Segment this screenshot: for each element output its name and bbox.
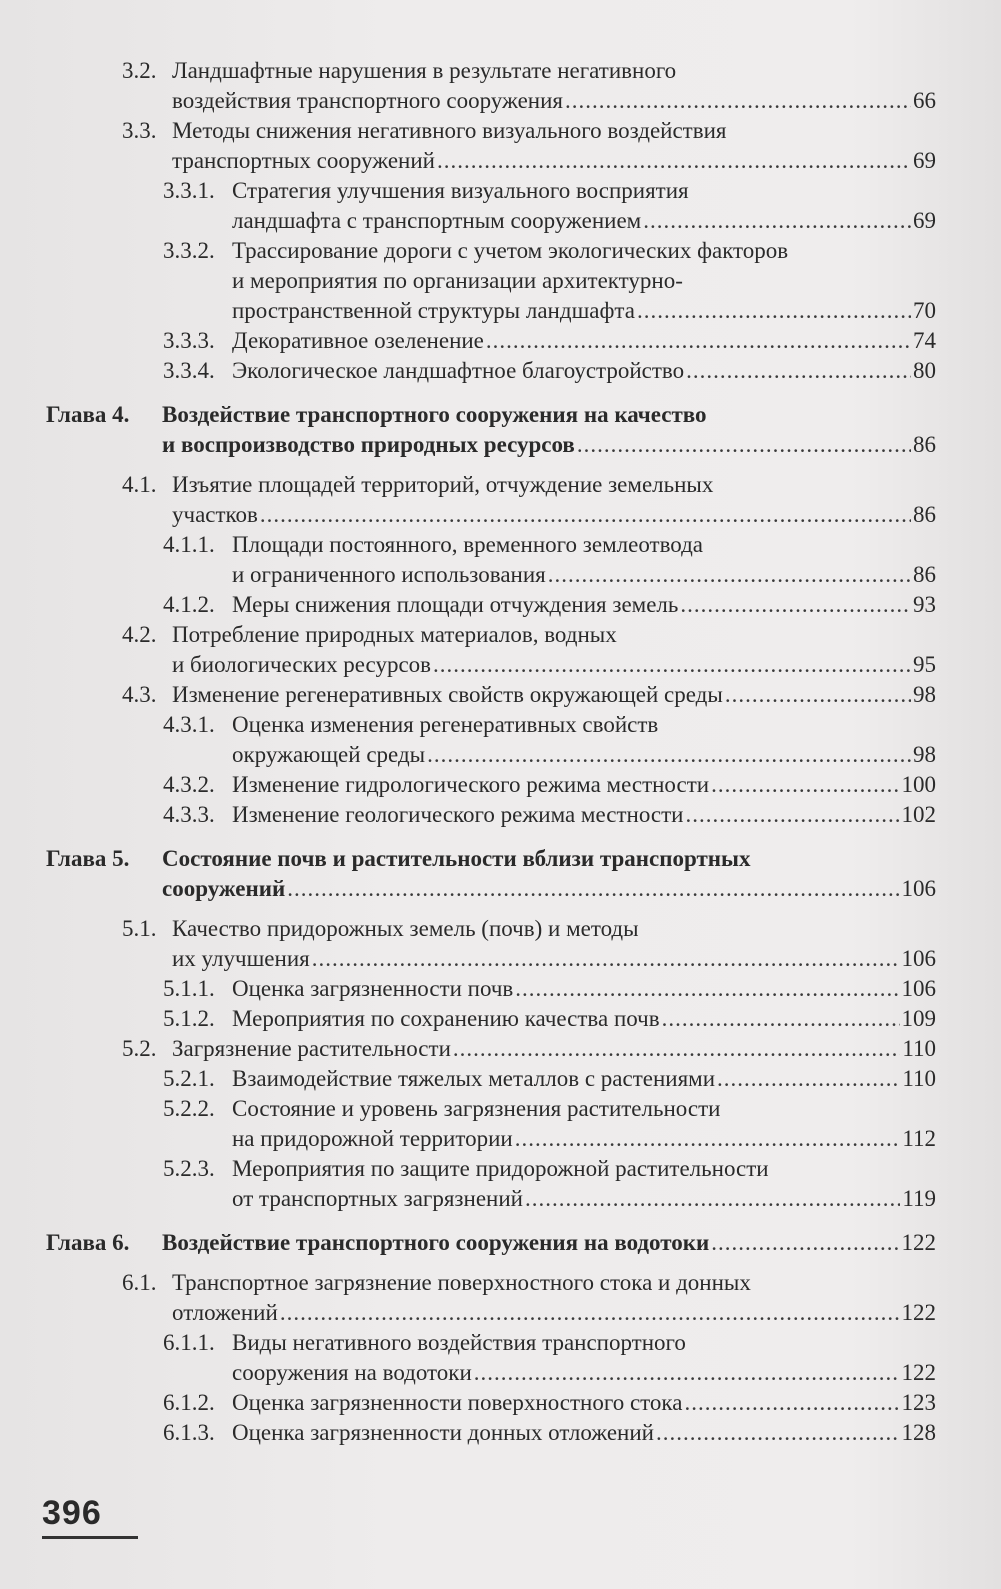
toc-page-number: 102	[901, 802, 936, 827]
toc-entry-title-line: Состояние и уровень загрязнения растительности	[232, 1096, 721, 1121]
toc-leader-dots	[474, 1358, 900, 1388]
toc-leader-dots	[287, 874, 899, 904]
toc-page-number: 86	[913, 502, 936, 527]
toc-entry-number: 5.1.1.	[163, 976, 215, 1001]
toc-leader-dots	[685, 800, 899, 830]
toc-entry-number: 6.1.	[122, 1270, 157, 1295]
toc-page-number: 86	[913, 562, 936, 587]
toc-entry-last-line	[232, 590, 936, 620]
toc-leader-dots	[577, 430, 911, 460]
toc-leader-dots	[280, 1298, 900, 1328]
toc-entry-title-line: и биологических ресурсов	[172, 652, 432, 677]
toc-leader-dots	[515, 974, 899, 1004]
toc-entry-number: 6.1.3.	[163, 1420, 215, 1445]
toc-page-number: 95	[913, 652, 936, 677]
toc-entry-title-line: Экологическое ландшафтное благоустройство	[232, 358, 685, 383]
toc-entry-number: 5.2.2.	[163, 1096, 215, 1121]
toc-entry-title-line: от транспортных загрязнений	[232, 1186, 523, 1211]
toc-entry-title-line: Декоративное озеленение	[232, 328, 484, 353]
toc-entry-title-line: Ландшафтные нарушения в результате негативного	[172, 58, 677, 83]
toc-entry-title-line: Потребление природных материалов, водных	[172, 622, 617, 647]
toc-entry-title-line: Методы снижения негативного визуального воздействия	[172, 118, 727, 143]
toc-entry-title-line: и мероприятия по организации архитектурно-	[232, 268, 683, 293]
toc-entry-last-line	[232, 974, 936, 1004]
toc-leader-dots	[565, 86, 911, 116]
toc-entry-last-line	[232, 560, 936, 590]
toc-leader-dots	[260, 500, 911, 530]
toc-leader-dots	[711, 770, 899, 800]
toc-entry-number: 6.1.2.	[163, 1390, 215, 1415]
toc-entry-number: 4.1.	[122, 472, 157, 497]
toc-entry-last-line	[172, 86, 936, 116]
toc-page-number: 123	[901, 1390, 936, 1415]
toc-entry-last-line	[232, 800, 936, 830]
toc-entry-title-line: Изменение гидрологического режима местности	[232, 772, 710, 797]
toc-entry-last-line	[162, 1228, 936, 1258]
toc-entry-title-line: Оценка загрязненности поверхностного стока	[232, 1390, 683, 1415]
toc-entry-last-line	[162, 874, 936, 904]
toc-leader-dots	[437, 146, 911, 176]
toc-entry-last-line	[232, 1124, 936, 1154]
toc-entry-title-line: Изменение геологического режима местности	[232, 802, 684, 827]
toc-entry-number: Глава 6.	[46, 1230, 130, 1255]
toc-leader-dots	[312, 944, 900, 974]
toc-entry-title-line: Площади постоянного, временного землеотвода	[232, 532, 704, 557]
toc-entry-last-line	[172, 1298, 936, 1328]
toc-entry-title-line: сооружения на водотоки	[232, 1360, 472, 1385]
toc-page-number: 69	[913, 148, 936, 173]
toc-leader-dots	[684, 1388, 899, 1418]
toc-page-number: 106	[901, 946, 936, 971]
toc-page-number: 66	[913, 88, 936, 113]
toc-entry-title-line: Качество придорожных земель (почв) и методы	[172, 916, 639, 941]
toc-entry-title-line: Состояние почв и растительности вблизи транспортных	[162, 846, 751, 871]
toc-entry-number: 3.3.1.	[163, 178, 215, 203]
toc-entry-number: Глава 4.	[46, 402, 130, 427]
toc-entry-last-line	[172, 944, 936, 974]
toc-entry-last-line	[172, 680, 936, 710]
toc-entry-title-line: Трассирование дороги с учетом экологических факторов	[232, 238, 789, 263]
toc-entry-last-line	[172, 1034, 936, 1064]
toc-entry-title-line: пространственной структуры ландшафта	[232, 298, 635, 323]
toc-leader-dots	[680, 590, 911, 620]
toc-entry-title-line: Оценка загрязненности донных отложений	[232, 1420, 654, 1445]
toc-entry-title-line: окружающей среды	[232, 742, 426, 767]
toc-page-number: 122	[901, 1360, 936, 1385]
toc-entry-last-line	[232, 770, 936, 800]
toc-page-number: 80	[913, 358, 936, 383]
toc-entry-last-line	[232, 356, 936, 386]
toc-entry-title-line: ландшафта с транспортным сооружением	[232, 208, 642, 233]
toc-entry-last-line	[232, 326, 936, 356]
toc-entry-last-line	[232, 1184, 936, 1214]
toc-entry-number: Глава 5.	[46, 846, 130, 871]
toc-entry-number: 4.3.1.	[163, 712, 215, 737]
toc-entry-title-line: Взаимодействие тяжелых металлов с растениями	[232, 1066, 716, 1091]
toc-entry-number: 3.3.4.	[163, 358, 215, 383]
toc-entry-title-line: и ограниченного использования	[232, 562, 546, 587]
toc-entry-title-line: участков	[172, 502, 258, 527]
toc-entry-title-line: Мероприятия по сохранению качества почв	[232, 1006, 660, 1031]
toc-page-number: 70	[913, 298, 936, 323]
toc-entry-number: 3.3.	[122, 118, 157, 143]
toc-entry-title-line: Оценка загрязненности почв	[232, 976, 514, 1001]
toc-leader-dots	[662, 1004, 900, 1034]
toc-leader-dots	[548, 560, 911, 590]
toc-entry-last-line	[232, 1358, 936, 1388]
toc-entry-title-line: Меры снижения площади отчуждения земель	[232, 592, 679, 617]
toc-entry-title-line: Транспортное загрязнение поверхностного стока и донных	[172, 1270, 751, 1295]
toc-entry-number: 4.1.1.	[163, 532, 215, 557]
toc-entry-title-line: сооружений	[162, 876, 286, 901]
toc-entry-title-line: Оценка изменения регенеративных свойств	[232, 712, 659, 737]
toc-page-number: 106	[901, 876, 936, 901]
toc-entry-last-line	[172, 650, 936, 680]
toc-page-number: 109	[901, 1006, 936, 1031]
toc-entry-title-line: Загрязнение растительности	[172, 1036, 451, 1061]
page-number: 396	[42, 1494, 102, 1532]
toc-page-number: 74	[913, 328, 936, 353]
page-number-rule	[42, 1536, 138, 1539]
toc-page-number: 122	[901, 1230, 936, 1255]
toc-entry-number: 3.2.	[122, 58, 157, 83]
toc-leader-dots	[525, 1184, 900, 1214]
toc-leader-dots	[717, 1064, 900, 1094]
toc-entry-number: 6.1.1.	[163, 1330, 215, 1355]
toc-page-number: 69	[913, 208, 936, 233]
toc-entry-title-line: их улучшения	[172, 946, 310, 971]
toc-entry-title-line: Изменение регенеративных свойств окружающей среды	[172, 682, 723, 707]
toc-entry-last-line	[232, 1418, 936, 1448]
toc-entry-last-line	[232, 1064, 936, 1094]
toc-entry-last-line	[172, 500, 936, 530]
toc-entry-number: 4.3.	[122, 682, 157, 707]
toc-entry-title-line: Изъятие площадей территорий, отчуждение земельных	[172, 472, 714, 497]
toc-entry-title-line: транспортных сооружений	[172, 148, 435, 173]
toc-entry-title-line: и воспроизводство природных ресурсов	[162, 432, 575, 457]
toc-entry-title-line: отложений	[172, 1300, 278, 1325]
toc-page-number: 110	[902, 1036, 936, 1061]
toc-leader-dots	[515, 1124, 901, 1154]
toc-leader-dots	[711, 1228, 899, 1258]
toc-entry-title-line: воздействия транспортного сооружения	[172, 88, 563, 113]
toc-entry-number: 5.1.	[122, 916, 157, 941]
toc-entry-last-line	[232, 1004, 936, 1034]
toc-entry-last-line	[232, 740, 936, 770]
toc-page-number: 112	[902, 1126, 936, 1151]
toc-entry-last-line	[232, 296, 936, 326]
toc-entry-number: 4.2.	[122, 622, 157, 647]
toc-entry-last-line	[162, 430, 936, 460]
toc-entry-number: 5.2.3.	[163, 1156, 215, 1181]
toc-entry-last-line	[232, 1388, 936, 1418]
toc-page-number: 98	[913, 742, 936, 767]
toc-page-number: 93	[913, 592, 936, 617]
toc-page-number: 122	[901, 1300, 936, 1325]
toc-entry-last-line	[172, 146, 936, 176]
toc-entry-number: 4.3.3.	[163, 802, 215, 827]
toc-page-number: 100	[901, 772, 936, 797]
toc-page-number: 110	[902, 1066, 936, 1091]
toc-page-number: 106	[901, 976, 936, 1001]
toc-entry-title-line: Воздействие транспортного сооружения на качество	[162, 402, 707, 427]
toc-entry-title-line: на придорожной территории	[232, 1126, 513, 1151]
toc-entry-number: 5.1.2.	[163, 1006, 215, 1031]
toc-entry-title-line: Мероприятия по защите придорожной растительности	[232, 1156, 769, 1181]
toc-entry-title-line: Стратегия улучшения визуального восприятия	[232, 178, 689, 203]
toc-leader-dots	[656, 1418, 900, 1448]
toc-entry-title-line: Воздействие транспортного сооружения на водотоки	[162, 1230, 710, 1255]
toc-entry-number: 5.2.1.	[163, 1066, 215, 1091]
toc-page-number: 119	[902, 1186, 936, 1211]
toc-entry-title-line: Виды негативного воздействия транспортного	[232, 1330, 686, 1355]
toc-leader-dots	[637, 296, 911, 326]
toc-leader-dots	[427, 740, 911, 770]
toc-entry-number: 3.3.3.	[163, 328, 215, 353]
toc-leader-dots	[453, 1034, 900, 1064]
toc-leader-dots	[643, 206, 911, 236]
toc-leader-dots	[486, 326, 911, 356]
toc-leader-dots	[725, 680, 911, 710]
toc-page-number: 86	[913, 432, 936, 457]
toc-entry-number: 4.3.2.	[163, 772, 215, 797]
toc-entry-last-line	[232, 206, 936, 236]
toc-entry-number: 5.2.	[122, 1036, 157, 1061]
toc-page-number: 128	[901, 1420, 936, 1445]
toc-leader-dots	[433, 650, 911, 680]
toc-leader-dots	[686, 356, 911, 386]
toc-page-number: 98	[913, 682, 936, 707]
toc-entry-number: 4.1.2.	[163, 592, 215, 617]
toc-entry-number: 3.3.2.	[163, 238, 215, 263]
